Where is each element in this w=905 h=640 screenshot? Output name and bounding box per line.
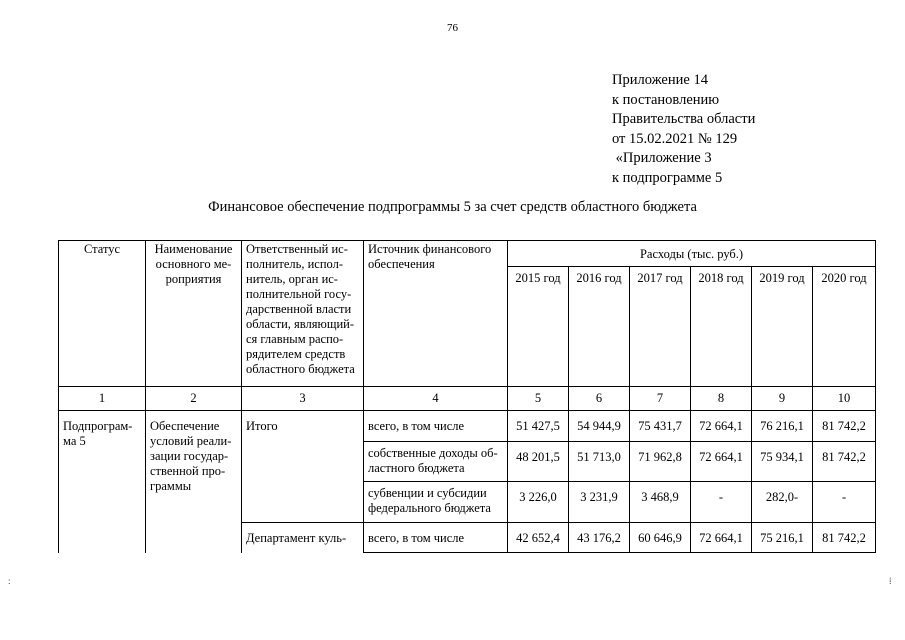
source-cell: всего, в том числе [364, 523, 508, 553]
column-number: 2 [146, 387, 242, 411]
appendix-line: Приложение 14 [612, 72, 708, 88]
value-cell: 282,0- [752, 482, 813, 523]
header-source: Источник финансового обеспечения [364, 241, 508, 387]
value-cell: 72 664,1 [691, 411, 752, 442]
column-number-row [59, 387, 876, 411]
value-cell: 51 713,0 [569, 442, 630, 482]
value-cell: 3 468,9 [630, 482, 691, 523]
column-number: 3 [242, 387, 364, 411]
value-cell: - [691, 482, 752, 523]
appendix-line: «Приложение 3 [612, 150, 712, 166]
value-cell: 60 646,9 [630, 523, 691, 553]
source-cell: субвенции и субсидии федерального бюджета [364, 482, 508, 523]
value-cell: 75 934,1 [752, 442, 813, 482]
header-expenses: Расходы (тыс. руб.) [508, 241, 876, 267]
column-number: 7 [630, 387, 691, 411]
appendix-line: Правительства области [612, 111, 756, 127]
page-number: 76 [447, 22, 458, 34]
scan-mark-left: : [8, 576, 11, 586]
scan-mark-right: ⁞ [889, 576, 892, 586]
value-cell: 51 427,5 [508, 411, 569, 442]
value-cell: 81 742,2 [813, 411, 876, 442]
column-number: 10 [813, 387, 876, 411]
value-cell: 3 231,9 [569, 482, 630, 523]
value-cell: 43 176,2 [569, 523, 630, 553]
header-year: 2017 год [630, 267, 691, 387]
value-cell: 42 652,4 [508, 523, 569, 553]
document-title: Финансовое обеспечение подпрограммы 5 за счет средств областного бюджета [208, 199, 697, 215]
value-cell: 72 664,1 [691, 442, 752, 482]
appendix-line: к постановлению [612, 91, 720, 108]
measure-cell: Обеспечение условий реали-зации государ-ственной про-граммы [146, 411, 242, 553]
appendix-line: от 15.02.2021 № 129 [612, 130, 738, 147]
column-number: 9 [752, 387, 813, 411]
value-cell: - [813, 482, 876, 523]
executor-dept-cell: Департамент куль- [242, 523, 364, 553]
column-number: 8 [691, 387, 752, 411]
status-cell: Подпрограм-ма 5 [59, 411, 146, 553]
value-cell: 71 962,8 [630, 442, 691, 482]
value-cell: 3 226,0 [508, 482, 569, 523]
value-cell: 75 431,7 [630, 411, 691, 442]
header-year: 2019 год [752, 267, 813, 387]
value-cell: 81 742,2 [813, 523, 876, 553]
header-status: Статус [59, 241, 146, 387]
value-cell: 54 944,9 [569, 411, 630, 442]
header-year: 2015 год [508, 267, 569, 387]
executor-total-cell: Итого [242, 411, 364, 523]
source-cell: всего, в том числе [364, 411, 508, 442]
header-row [59, 241, 876, 267]
header-year: 2016 год [569, 267, 630, 387]
header-year: 2020 год [813, 267, 876, 387]
financing-table [58, 240, 876, 553]
value-cell: 48 201,5 [508, 442, 569, 482]
value-cell: 81 742,2 [813, 442, 876, 482]
column-number: 6 [569, 387, 630, 411]
header-executor: Ответственный ис-полнитель, испол-нитель, орган ис-полнительной госу-дарственной власти области, являющий-ся главным распо-рядителем средств областного бюджета [242, 241, 364, 387]
header-measure: Наименование основного ме-роприятия [146, 241, 242, 387]
value-cell: 72 664,1 [691, 523, 752, 553]
appendix-line: к подпрограмме 5 [612, 169, 723, 186]
value-cell: 75 216,1 [752, 523, 813, 553]
column-number: 1 [59, 387, 146, 411]
table-row [59, 411, 876, 442]
source-cell: собственные доходы об-ластного бюджета [364, 442, 508, 482]
header-year: 2018 год [691, 267, 752, 387]
appendix-note [612, 71, 755, 188]
column-number: 5 [508, 387, 569, 411]
value-cell: 76 216,1 [752, 411, 813, 442]
column-number: 4 [364, 387, 508, 411]
